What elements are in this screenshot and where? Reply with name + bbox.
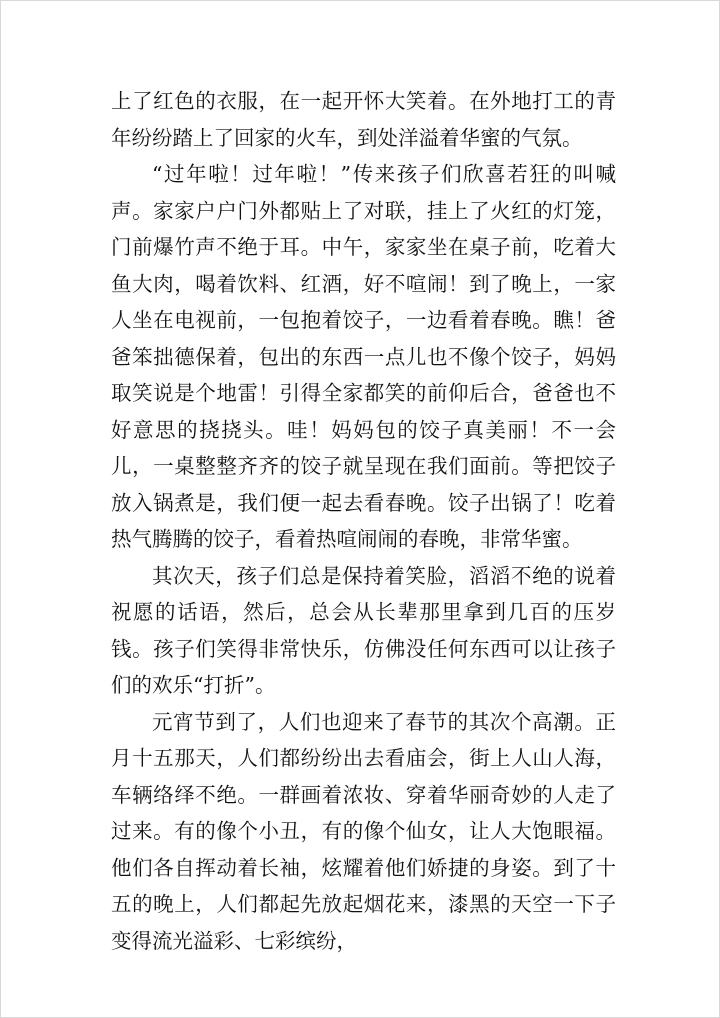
paragraph-second-day: 其次天，孩子们总是保持着笑脸，滔滔不绝的说着祝愿的话语，然后，总会从长辈那里拿到几百的压岁钱。孩子们笑得非常快乐，仿佛没任何东西可以让孩子们的欢乐“打折”。 [111,563,616,697]
paragraph-continued: 上了红色的衣服，在一起开怀大笑着。在外地打工的青年纷纷踏上了回家的火车，到处洋溢着华蜜的气氛。 [111,89,616,150]
paragraph-new-year-eve: “过年啦！过年啦！”传来孩子们欣喜若狂的叫喊声。家家户户门外都贴上了对联，挂上了火红的灯笼，门前爆竹声不绝于耳。中午，家家坐在桌子前，吃着大鱼大肉，喝着饮料、红酒，好不喧闹！到了晚上，一家人坐在电视前，一包抱着饺子，一边看着春晚。瞧！爸爸笨拙德保着，包出的东西一点儿也不像个饺子，妈妈取笑说是个地雷！引得全家都笑的前仰后合，爸爸也不好意思的挠挠头。哇！妈妈包的饺子真美丽！不一会儿，一桌整整齐齐的饺子就呈现在我们面前。等把饺子放入锅煮是，我们便一起去看春晚。饺子出锅了！吃着热气腾腾的饺子，看着热喧闹闹的春晚，非常华蜜。 [111,162,616,551]
paragraph-lantern-festival: 元宵节到了，人们也迎来了春节的其次个高潮。正月十五那天，人们都纷纷出去看庙会，街上人山人海，车辆络绎不绝。一群画着浓妆、穿着华丽奇妙的人走了过来。有的像个小丑，有的像个仙女，让人大饱眼福。他们各自挥动着长袖，炫耀着他们娇捷的身姿。到了十五的晚上，人们都起先放起烟花来，漆黑的天空一下子变得流光溢彩、七彩缤纷， [111,709,616,953]
document-body [111,83,616,959]
